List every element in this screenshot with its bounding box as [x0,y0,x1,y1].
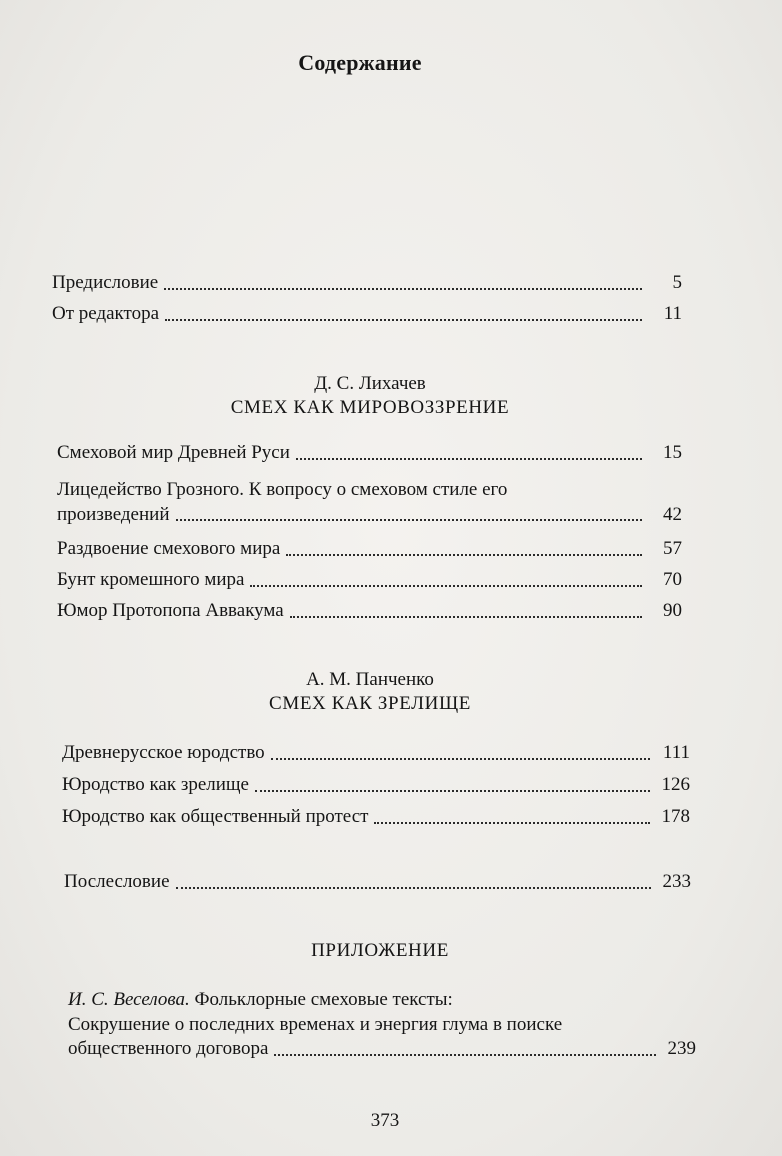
dot-leader [165,319,642,321]
dot-leader [164,288,642,290]
toc-entry-label: Юродство как общественный протест [62,806,369,827]
toc-entry[interactable] [62,805,690,830]
toc-entry[interactable] [57,599,682,624]
toc-entry-label: От редактора [52,303,160,324]
toc-entry-label-line: Сокрушение о последних временах и энергия глума в поиске [68,1013,563,1035]
toc-entry-appendix[interactable] [68,988,696,1062]
toc-entry-label: Послесловие [64,871,170,892]
toc-entry[interactable] [57,441,682,466]
toc-entry-page: 126 [661,774,690,795]
dot-leader [290,616,642,618]
section-heading: СМЕХ КАК ЗРЕЛИЩЕ [269,693,471,714]
dot-leader [255,790,650,792]
toc-entry-page: 11 [663,303,682,324]
page-number: 373 [370,1110,400,1131]
toc-entry[interactable] [57,568,682,593]
dot-leader [250,585,642,587]
toc-entry[interactable] [62,773,690,798]
appendix-author: И. С. Веселова. [68,989,190,1010]
dot-leader [274,1054,656,1056]
toc-entry-label: Раздвоение смехового мира [57,538,281,559]
dot-leader [271,758,650,760]
toc-entry-label: Бунт кромешного мира [57,569,245,590]
section-heading: СМЕХ КАК МИРОВОЗЗРЕНИЕ [230,397,510,418]
toc-entry-label: Юмор Протопопа Аввакума [57,600,284,621]
dot-leader [374,822,650,824]
toc-entry-page: 178 [661,806,690,827]
toc-entry-label: Юродство как зрелище [62,774,249,795]
toc-entry-preface[interactable] [52,271,682,296]
toc-entry-page: 90 [663,600,682,621]
toc-entry-page: 5 [672,272,682,293]
dot-leader [176,887,651,889]
toc-entry-label-line: Фольклорные смеховые тексты: [189,989,453,1010]
toc-entry-page: 111 [662,742,690,763]
toc-entry-page: 15 [663,442,682,463]
toc-entry-page: 57 [663,538,682,559]
dot-leader [176,519,643,521]
section-heading: ПРИЛОЖЕНИЕ [311,940,449,961]
dot-leader [286,554,642,556]
toc-entry[interactable] [57,537,682,562]
toc-entry[interactable] [62,741,690,766]
toc-entry-page: 233 [662,871,691,892]
toc-entry-label: Предисловие [52,272,159,293]
toc-entry-label: Древнерусское юродство [62,742,265,763]
toc-entry-editor-note[interactable] [52,302,682,327]
dot-leader [296,458,642,460]
toc-entry-multiline[interactable] [57,478,682,527]
toc-entry-label-line: общественного договора [68,1038,269,1060]
section-author: А. М. Панченко [306,669,434,690]
toc-entry-label-line: Лицедейство Грозного. К вопросу о смеховом стиле его [57,479,508,500]
toc-entry-page: 239 [667,1038,696,1060]
toc-entry-page: 70 [663,569,682,590]
toc-entry-label-line: произведений [57,503,170,525]
section-author: Д. С. Лихачев [314,373,426,394]
toc-entry-label: Смеховой мир Древней Руси [57,442,290,463]
toc-entry-afterword[interactable] [64,870,691,895]
toc-entry-page: 42 [663,503,682,525]
page-title: Содержание [298,50,422,75]
